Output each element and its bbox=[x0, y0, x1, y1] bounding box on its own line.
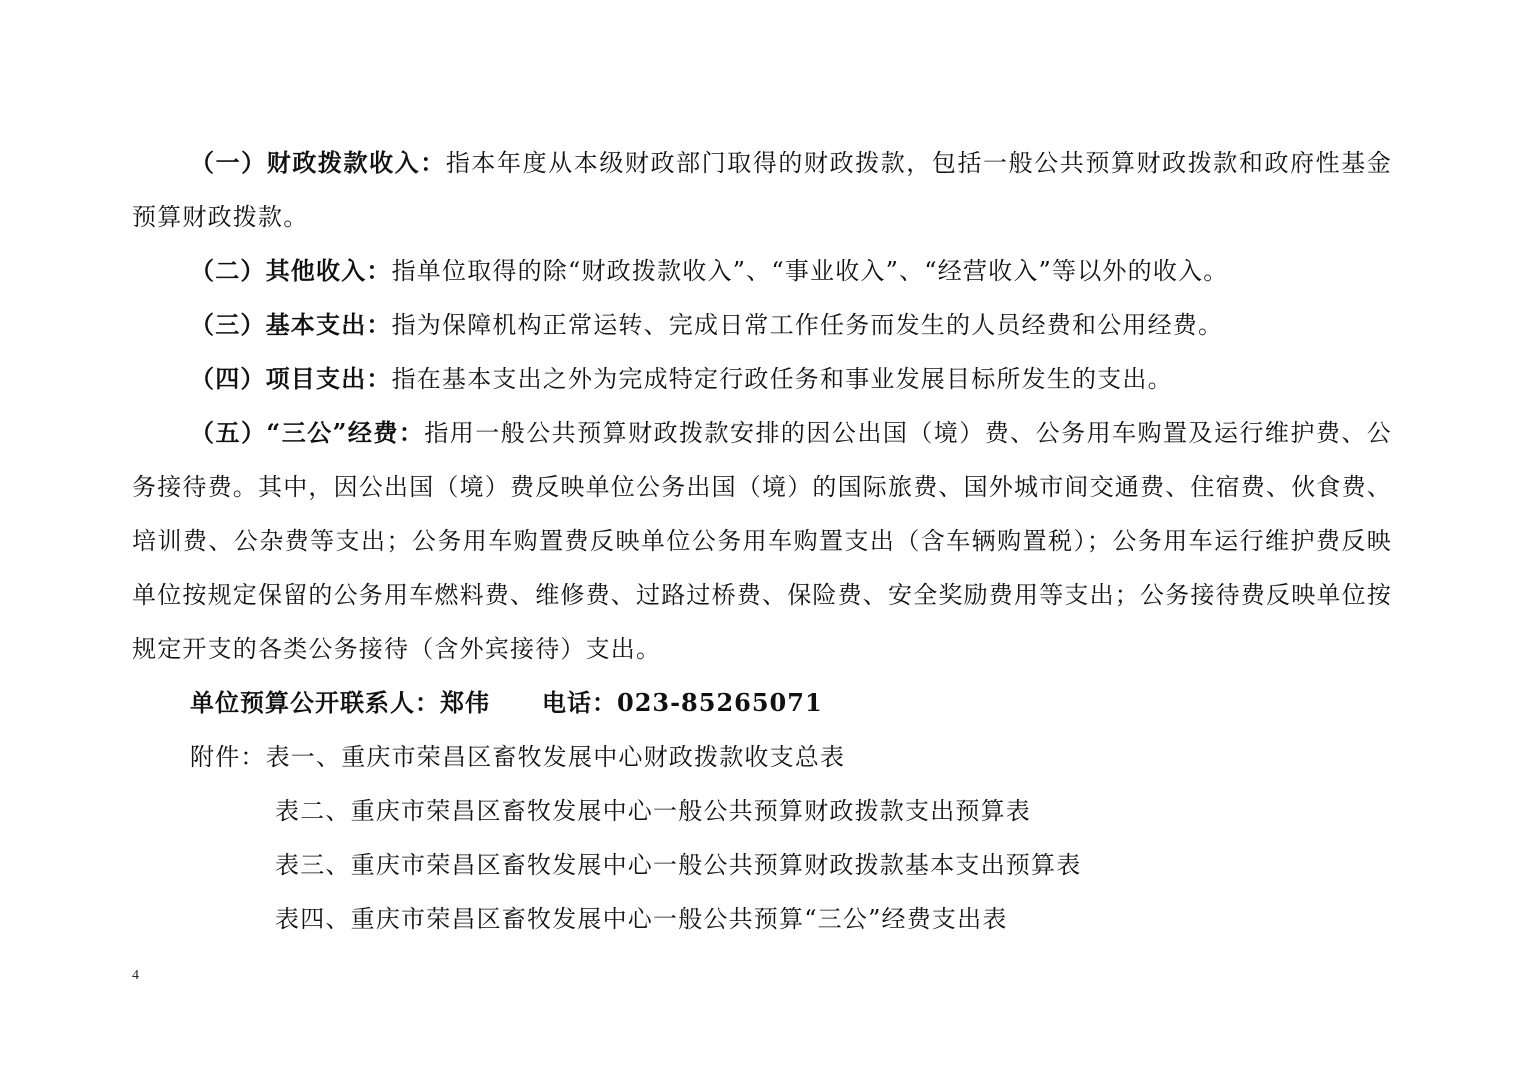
attachment-item-row bbox=[132, 892, 1392, 946]
attachment-item: 表二、重庆市荣昌区畜牧发展中心一般公共预算财政拨款支出预算表 bbox=[275, 797, 1031, 825]
definition-term: （五）“三公”经费： bbox=[190, 418, 425, 447]
definition-term: （三）基本支出： bbox=[190, 310, 392, 339]
definition-project-expenditure bbox=[132, 352, 1392, 406]
attachment-list-first bbox=[132, 730, 1392, 784]
attachment-item: 表四、重庆市荣昌区畜牧发展中心一般公共预算“三公”经费支出表 bbox=[275, 905, 1008, 933]
definition-text: 指在基本支出之外为完成特定行政任务和事业发展目标所发生的支出。 bbox=[391, 365, 1173, 393]
attachment-item: 表一、重庆市荣昌区畜牧发展中心财政拨款收支总表 bbox=[265, 743, 846, 771]
definition-three-public-expenses bbox=[132, 406, 1392, 676]
definition-text: 指本年度从本级财政部门取得的财政拨款，包括一般公共预算财政拨款和政府性基金预算财政拨款。 bbox=[132, 149, 1392, 231]
attachment-item-row bbox=[132, 838, 1392, 892]
definition-term: （二）其他收入： bbox=[190, 256, 392, 285]
definition-fiscal-appropriation-income bbox=[132, 136, 1392, 244]
definition-text: 指单位取得的除“财政拨款收入”、“事业收入”、“经营收入”等以外的收入。 bbox=[391, 257, 1229, 285]
definition-term: （四）项目支出： bbox=[190, 364, 392, 393]
definition-basic-expenditure bbox=[132, 298, 1392, 352]
attachment-label: 附件： bbox=[190, 743, 266, 771]
definition-text: 指用一般公共预算财政拨款安排的因公出国（境）费、公务用车购置及运行维护费、公务接待费。其中，因公出国（境）费反映单位公务出国（境）的国际旅费、国外城市间交通费、住宿费、伙食费、培训费、公杂费等支出；公务用车购置费反映单位公务用车购置支出（含车辆购置税）；公务用车运行维护费反映单位按规定保留的公务用车燃料费、维修费、过路过桥费、保险费、安全奖励费用等支出；公务接待费反映单位按规定开支的各类公务接待（含外宾接待）支出。 bbox=[132, 419, 1392, 663]
definition-term: （一）财政拨款收入： bbox=[190, 148, 446, 177]
contact-phone: 电话：023-85265071 bbox=[542, 688, 823, 717]
document-page bbox=[132, 136, 1392, 946]
budget-contact-line bbox=[132, 676, 1392, 730]
definition-text: 指为保障机构正常运转、完成日常工作任务而发生的人员经费和公用经费。 bbox=[391, 311, 1224, 339]
definition-other-income bbox=[132, 244, 1392, 298]
contact-person: 单位预算公开联系人：郑伟 bbox=[190, 688, 490, 717]
attachment-item: 表三、重庆市荣昌区畜牧发展中心一般公共预算财政拨款基本支出预算表 bbox=[275, 851, 1082, 879]
attachment-item-row bbox=[132, 784, 1392, 838]
page-number: 4 bbox=[132, 968, 139, 983]
